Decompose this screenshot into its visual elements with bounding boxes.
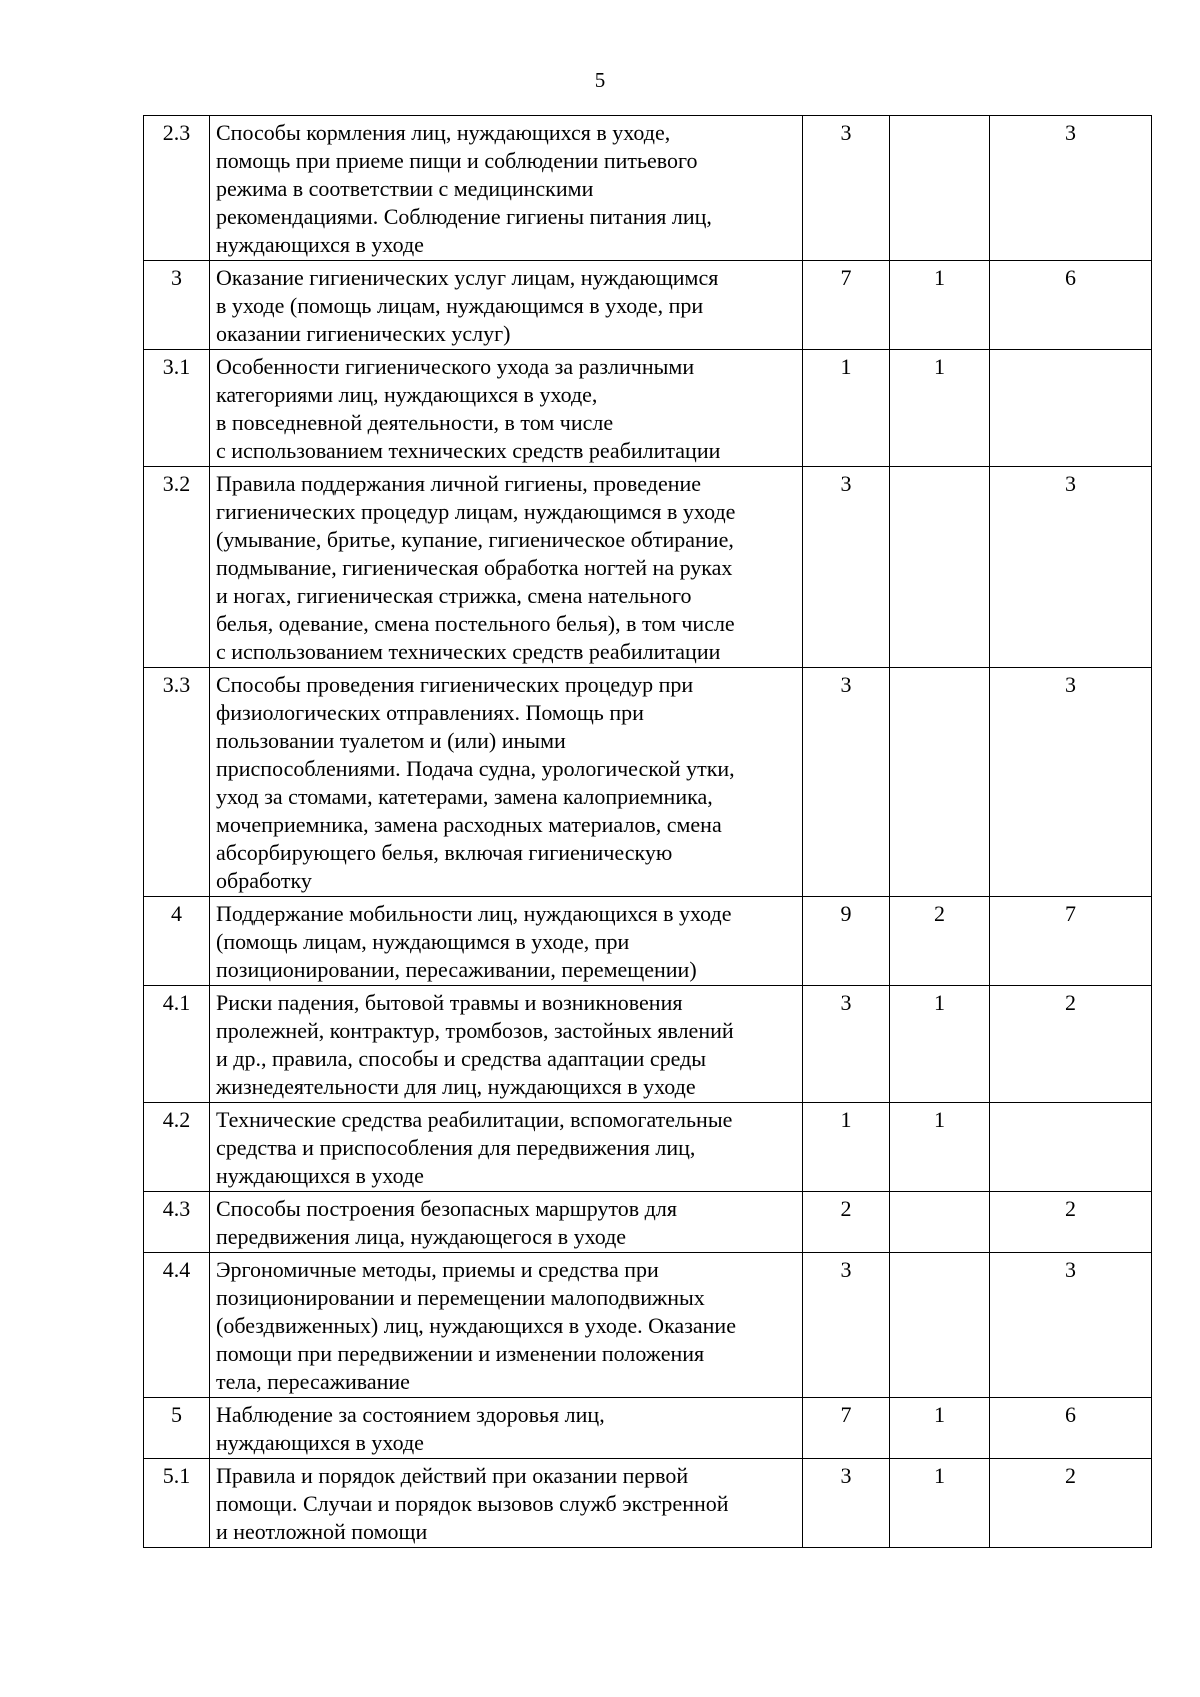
topic-line: позиционировании, пересаживании, перемещении) — [216, 957, 697, 982]
topic-line: абсорбирующего белья, включая гигиеническую — [216, 840, 673, 865]
topic-line: и др., правила, способы и средства адаптации среды — [216, 1046, 707, 1071]
topic-line: передвижения лица, нуждающегося в уходе — [216, 1224, 627, 1249]
topic-cell — [210, 261, 803, 350]
hours-total-cell: 7 — [803, 1398, 890, 1459]
hours-total-cell: 9 — [803, 897, 890, 986]
topic-line: с использованием технических средств реабилитации — [216, 438, 721, 463]
table-row — [144, 1459, 1152, 1548]
topic-line: уход за стомами, катетерами, замена калоприемника, — [216, 784, 713, 809]
topic-cell — [210, 668, 803, 897]
topic-line: Технические средства реабилитации, вспомогательные — [216, 1107, 733, 1132]
hours-theory-cell — [890, 1192, 990, 1253]
table-row — [144, 1192, 1152, 1253]
row-number: 4.1 — [144, 986, 210, 1103]
row-number: 2.3 — [144, 116, 210, 261]
topic-line: рекомендациями. Соблюдение гигиены питания лиц, — [216, 204, 712, 229]
hours-practice-cell: 7 — [990, 897, 1152, 986]
hours-theory-cell: 1 — [890, 1103, 990, 1192]
table-row — [144, 350, 1152, 467]
row-number: 3 — [144, 261, 210, 350]
topic-line: средства и приспособления для передвижения лиц, — [216, 1135, 696, 1160]
topic-line: нуждающихся в уходе — [216, 1163, 424, 1188]
topic-cell — [210, 897, 803, 986]
topic-line: с использованием технических средств реабилитации — [216, 639, 721, 664]
topic-line: помощи при передвижении и изменении положения — [216, 1341, 705, 1366]
topic-line: Оказание гигиенических услуг лицам, нуждающимся — [216, 265, 719, 290]
topic-line: подмывание, гигиеническая обработка ногтей на руках — [216, 555, 733, 580]
row-number: 3.3 — [144, 668, 210, 897]
topic-cell — [210, 986, 803, 1103]
topic-line: обработку — [216, 868, 312, 893]
hours-practice-cell: 2 — [990, 1192, 1152, 1253]
hours-practice-cell: 3 — [990, 668, 1152, 897]
hours-theory-cell: 1 — [890, 350, 990, 467]
topic-line: оказании гигиенических услуг) — [216, 321, 511, 346]
topic-line: (умывание, бритье, купание, гигиеническое обтирание, — [216, 527, 734, 552]
topic-line: гигиенических процедур лицам, нуждающимся в уходе — [216, 499, 736, 524]
table-row — [144, 1103, 1152, 1192]
topic-cell — [210, 467, 803, 668]
topic-line: (помощь лицам, нуждающимся в уходе, при — [216, 929, 630, 954]
topic-cell — [210, 1398, 803, 1459]
hours-theory-cell — [890, 467, 990, 668]
hours-theory-cell: 1 — [890, 986, 990, 1103]
hours-practice-cell: 2 — [990, 986, 1152, 1103]
topic-line: белья, одевание, смена постельного белья), в том числе — [216, 611, 735, 636]
topic-line: жизнедеятельности для лиц, нуждающихся в уходе — [216, 1074, 696, 1099]
topic-line: (обездвиженных) лиц, нуждающихся в уходе. Оказание — [216, 1313, 736, 1338]
topic-line: Способы построения безопасных маршрутов для — [216, 1196, 677, 1221]
table-row — [144, 261, 1152, 350]
row-number: 5.1 — [144, 1459, 210, 1548]
topic-line: мочеприемника, замена расходных материалов, смена — [216, 812, 722, 837]
topic-line: приспособлениями. Подача судна, урологической утки, — [216, 756, 735, 781]
hours-practice-cell — [990, 350, 1152, 467]
topic-line: Поддержание мобильности лиц, нуждающихся в уходе — [216, 901, 732, 926]
topic-line: Способы кормления лиц, нуждающихся в уходе, — [216, 120, 671, 145]
topic-line: Способы проведения гигиенических процедур при — [216, 672, 694, 697]
hours-total-cell: 3 — [803, 1459, 890, 1548]
hours-practice-cell: 3 — [990, 467, 1152, 668]
hours-total-cell: 3 — [803, 1253, 890, 1398]
row-number: 4.3 — [144, 1192, 210, 1253]
hours-practice-cell: 3 — [990, 1253, 1152, 1398]
curriculum-table — [143, 115, 1152, 1548]
hours-total-cell: 3 — [803, 986, 890, 1103]
topic-cell — [210, 1192, 803, 1253]
table-row — [144, 668, 1152, 897]
hours-theory-cell — [890, 116, 990, 261]
hours-total-cell: 1 — [803, 350, 890, 467]
hours-theory-cell: 1 — [890, 1398, 990, 1459]
hours-total-cell: 1 — [803, 1103, 890, 1192]
topic-line: Эргономичные методы, приемы и средства при — [216, 1257, 659, 1282]
table-row — [144, 1398, 1152, 1459]
topic-line: режима в соответствии с медицинскими — [216, 176, 594, 201]
topic-line: помощь при приеме пищи и соблюдении питьевого — [216, 148, 698, 173]
hours-practice-cell: 3 — [990, 116, 1152, 261]
row-number: 5 — [144, 1398, 210, 1459]
table-row — [144, 116, 1152, 261]
row-number: 4 — [144, 897, 210, 986]
row-number: 3.2 — [144, 467, 210, 668]
hours-theory-cell: 1 — [890, 1459, 990, 1548]
topic-line: Правила поддержания личной гигиены, проведение — [216, 471, 702, 496]
topic-line: позиционировании и перемещении малоподвижных — [216, 1285, 705, 1310]
topic-cell — [210, 116, 803, 261]
topic-line: физиологических отправлениях. Помощь при — [216, 700, 644, 725]
hours-total-cell: 2 — [803, 1192, 890, 1253]
topic-line: Правила и порядок действий при оказании первой — [216, 1463, 689, 1488]
hours-practice-cell: 6 — [990, 1398, 1152, 1459]
topic-line: и неотложной помощи — [216, 1519, 428, 1544]
hours-theory-cell: 2 — [890, 897, 990, 986]
topic-line: Особенности гигиенического ухода за различными — [216, 354, 695, 379]
row-number: 3.1 — [144, 350, 210, 467]
hours-practice-cell: 2 — [990, 1459, 1152, 1548]
topic-line: Наблюдение за состоянием здоровья лиц, — [216, 1402, 605, 1427]
hours-total-cell: 3 — [803, 467, 890, 668]
topic-line: пользовании туалетом и (или) иными — [216, 728, 566, 753]
topic-line: нуждающихся в уходе — [216, 1430, 424, 1455]
hours-theory-cell — [890, 1253, 990, 1398]
topic-cell — [210, 1459, 803, 1548]
hours-practice-cell — [990, 1103, 1152, 1192]
topic-line: и ногах, гигиеническая стрижка, смена нательного — [216, 583, 692, 608]
topic-line: помощи. Случаи и порядок вызовов служб экстренной — [216, 1491, 729, 1516]
hours-total-cell: 3 — [803, 668, 890, 897]
topic-line: в уходе (помощь лицам, нуждающимся в уходе, при — [216, 293, 704, 318]
table-row — [144, 467, 1152, 668]
topic-line: категориями лиц, нуждающихся в уходе, — [216, 382, 598, 407]
topic-cell — [210, 1103, 803, 1192]
hours-practice-cell: 6 — [990, 261, 1152, 350]
topic-cell — [210, 350, 803, 467]
hours-total-cell: 7 — [803, 261, 890, 350]
hours-total-cell: 3 — [803, 116, 890, 261]
row-number: 4.4 — [144, 1253, 210, 1398]
topic-cell — [210, 1253, 803, 1398]
row-number: 4.2 — [144, 1103, 210, 1192]
hours-theory-cell: 1 — [890, 261, 990, 350]
table-row — [144, 986, 1152, 1103]
topic-line: Риски падения, бытовой травмы и возникновения — [216, 990, 683, 1015]
table-row — [144, 1253, 1152, 1398]
topic-line: пролежней, контрактур, тромбозов, застойных явлений — [216, 1018, 734, 1043]
table-row — [144, 897, 1152, 986]
page-number: 5 — [594, 68, 606, 92]
hours-theory-cell — [890, 668, 990, 897]
table-body — [144, 116, 1152, 1548]
topic-line: в повседневной деятельности, в том числе — [216, 410, 614, 435]
topic-line: нуждающихся в уходе — [216, 232, 424, 257]
topic-line: тела, пересаживание — [216, 1369, 410, 1394]
